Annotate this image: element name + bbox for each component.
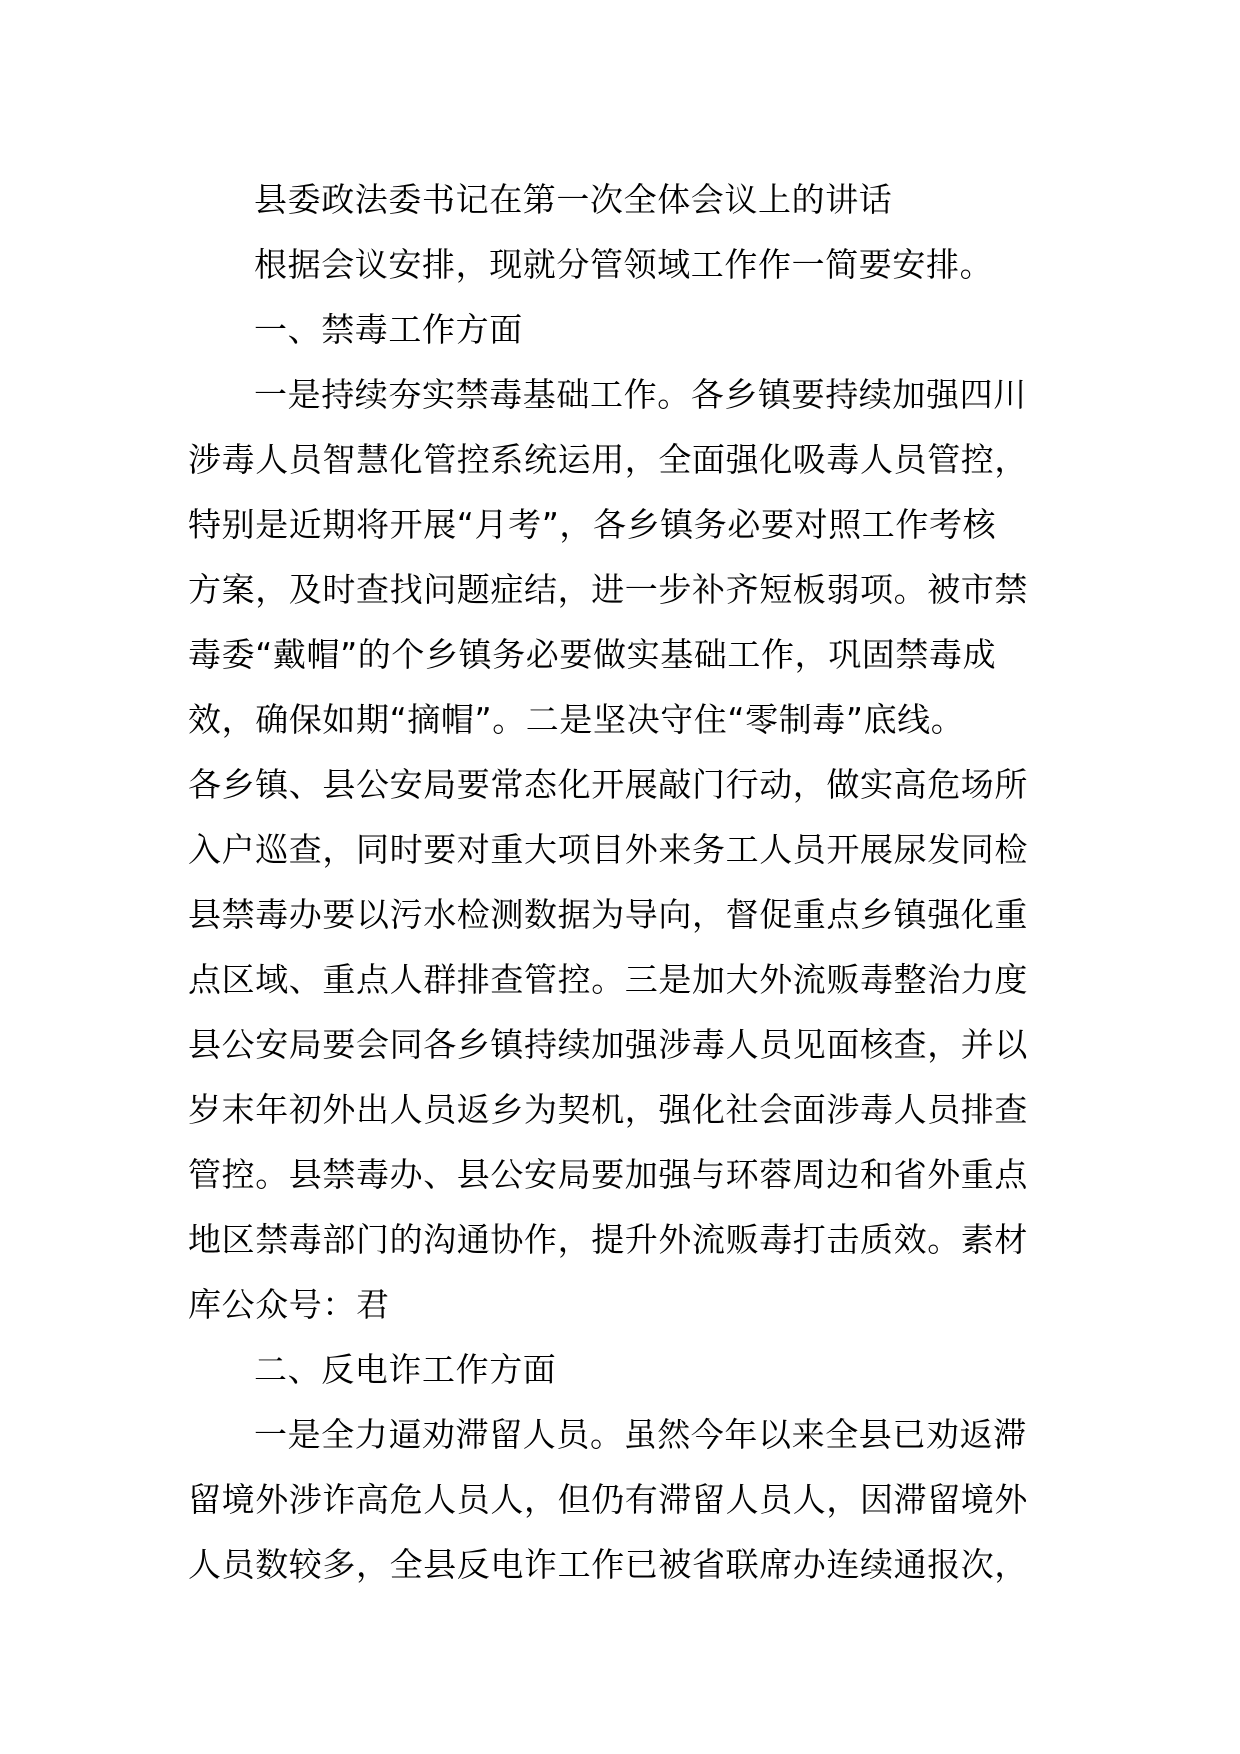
section-heading-anti-fraud: 二、反电诈工作方面 <box>254 1350 557 1389</box>
paragraph-line: 一是持续夯实禁毒基础工作。各乡镇要持续加强四川 <box>254 375 1027 414</box>
paragraph-line: 入户巡查，同时要对重大项目外来务工人员开展尿发同检 <box>188 830 1028 869</box>
paragraph-line: 留境外涉诈高危人员人，但仍有滞留人员人，因滞留境外 <box>188 1480 1028 1519</box>
paragraph-line: 岁末年初外出人员返乡为契机，强化社会面涉毒人员排查 <box>188 1090 1028 1129</box>
paragraph-line: 点区域、重点人群排查管控。三是加大外流贩毒整治力度 <box>188 960 1028 999</box>
paragraph-line: 一是全力逼劝滞留人员。虽然今年以来全县已劝返滞 <box>254 1415 1027 1454</box>
paragraph-line: 库公众号：君 <box>188 1285 390 1324</box>
paragraph-line: 效，确保如期“摘帽”。二是坚决守住“零制毒”底线。 <box>188 700 965 739</box>
document-title: 县委政法委书记在第一次全体会议上的讲话 <box>254 180 893 219</box>
intro-line: 根据会议安排，现就分管领域工作作一简要安排。 <box>254 245 994 284</box>
paragraph-line: 县公安局要会同各乡镇持续加强涉毒人员见面核查，并以 <box>188 1025 1028 1064</box>
paragraph-line: 涉毒人员智慧化管控系统运用，全面强化吸毒人员管控， <box>188 440 1028 479</box>
paragraph-line: 人员数较多，全县反电诈工作已被省联席办连续通报次， <box>188 1545 1028 1584</box>
paragraph-line: 地区禁毒部门的沟通协作，提升外流贩毒打击质效。素材 <box>188 1220 1028 1259</box>
paragraph-line: 方案，及时查找问题症结，进一步补齐短板弱项。被市禁 <box>188 570 1028 609</box>
paragraph-line: 各乡镇、县公安局要常态化开展敲门行动，做实高危场所 <box>188 765 1028 804</box>
paragraph-line: 毒委“戴帽”的个乡镇务必要做实基础工作，巩固禁毒成 <box>188 635 997 674</box>
paragraph-line: 县禁毒办要以污水检测数据为导向，督促重点乡镇强化重 <box>188 895 1028 934</box>
paragraph-line: 特别是近期将开展“月考”，各乡镇务必要对照工作考核 <box>188 505 997 544</box>
section-heading-anti-drug: 一、禁毒工作方面 <box>254 310 523 349</box>
document-body <box>188 167 1064 1597</box>
paragraph-line: 管控。县禁毒办、县公安局要加强与环蓉周边和省外重点 <box>188 1155 1028 1194</box>
